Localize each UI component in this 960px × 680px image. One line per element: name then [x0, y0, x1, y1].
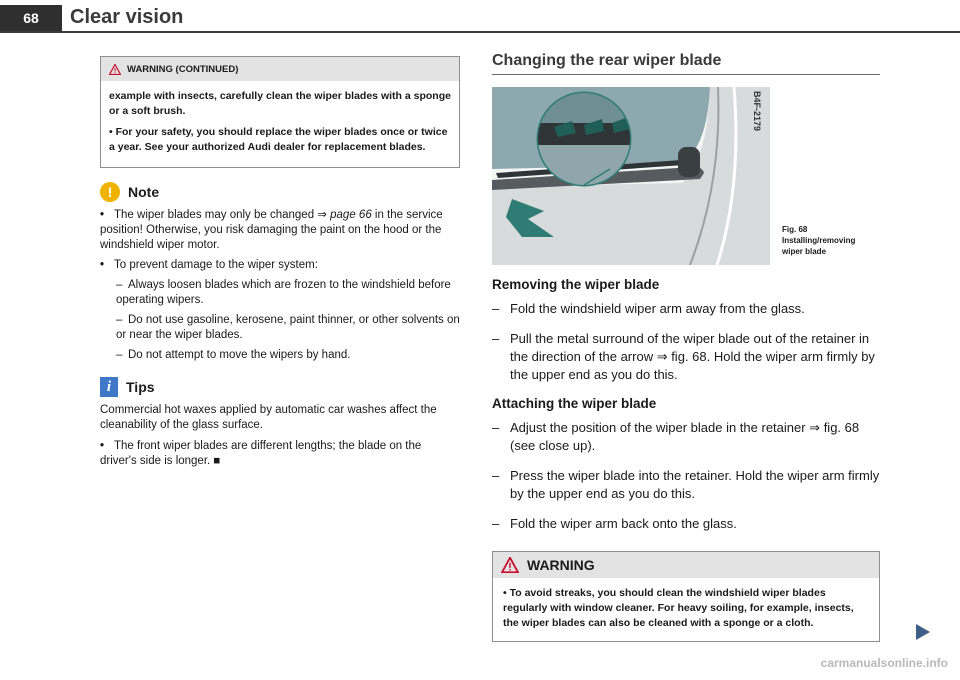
dash-glyph: – — [492, 331, 500, 346]
dash-glyph: – — [116, 314, 123, 326]
warning-triangle-icon — [109, 64, 121, 75]
attaching-step-2 — [492, 467, 880, 503]
bullet-glyph: • — [503, 587, 507, 599]
warning-continued-header — [101, 57, 459, 81]
page-number: 68 — [0, 5, 62, 31]
dash-glyph: – — [116, 279, 123, 291]
note-exclamation-icon: ! — [100, 182, 120, 202]
note-bullet-2-text: To prevent damage to the wiper system: — [114, 259, 318, 271]
warning-box — [492, 551, 880, 642]
warning-continued-text: example with insects, carefully clean the wiper blades with a sponge or a soft brush. — [109, 90, 451, 117]
wiper-blade-illustration — [492, 87, 770, 265]
warning-replace-sentence: For your safety, you should replace the wiper blades once or twice a year. See your authorized Audi dealer for replacement blades. — [109, 126, 448, 153]
note-sub-item-2-text: Do not use gasoline, kerosene, paint thinner, or other solvents on or near the wiper blades. — [116, 314, 460, 341]
right-column — [492, 52, 880, 642]
dash-glyph: – — [492, 420, 500, 435]
removing-step-2-text: Pull the metal surround of the wiper blade out of the retainer in the direction of the arrow ⇒ fig. 68. Hold the wiper arm firmly by the upper end as you do this. — [510, 331, 875, 382]
continue-arrow-icon — [916, 624, 930, 640]
warning-triangle-icon — [501, 557, 519, 573]
warning-header — [493, 552, 879, 578]
warning-text: To avoid streaks, you should clean the windshield wiper blades regularly with window cleaner. For heavy soiling, for example, insects, the wiper blades can also be cleaned with a sponge or a cloth. — [503, 587, 854, 629]
attaching-step-1-text: Adjust the position of the wiper blade in the retainer ⇒ fig. 68 (see close up). — [510, 420, 860, 453]
warning-replace-text — [109, 125, 451, 155]
note-sub-item-1-text: Always loosen blades which are frozen to the windshield before operating wipers. — [116, 279, 451, 306]
note-title: Note — [128, 183, 160, 200]
attaching-step-2-text: Press the wiper blade into the retainer. Hold the wiper arm firmly by the upper end as you do this. — [510, 468, 880, 501]
removing-step-1 — [492, 300, 880, 318]
watermark: carmanualsonline.info — [820, 656, 948, 670]
dash-glyph: – — [492, 301, 500, 316]
header-rule — [0, 31, 960, 33]
note-sub-item-3 — [116, 348, 460, 363]
tips-title: Tips — [126, 378, 155, 395]
attaching-heading: Attaching the wiper blade — [492, 396, 657, 411]
tips-paragraph: Commercial hot waxes applied by automatic car washes affect the cleanability of the glass surface. — [100, 404, 437, 431]
note-sub-item-2 — [116, 313, 460, 343]
figure-row — [492, 87, 880, 265]
left-column — [100, 56, 460, 474]
bullet-glyph: • — [100, 209, 105, 221]
warning-continued-body — [101, 81, 459, 167]
dash-glyph: – — [492, 468, 500, 483]
note-bullet-2 — [100, 258, 460, 273]
tips-bullet-text: The front wiper blades are different lengths; the blade on the driver's side is longer. — [100, 440, 422, 467]
figure-code: B4F-2179 — [752, 91, 762, 132]
end-of-section-mark: ■ — [213, 455, 221, 467]
attaching-step-3-text: Fold the wiper arm back onto the glass. — [510, 516, 737, 531]
attaching-step-3 — [492, 515, 880, 533]
tips-heading — [100, 377, 460, 397]
tips-info-icon: i — [100, 377, 118, 397]
section-title: Clear vision — [70, 6, 184, 28]
note-heading — [100, 182, 460, 202]
removing-step-1-text: Fold the windshield wiper arm away from the glass. — [510, 301, 805, 316]
attaching-step-1 — [492, 419, 880, 455]
dash-glyph: – — [492, 516, 500, 531]
warning-title: WARNING — [527, 557, 595, 573]
warning-continued-label: WARNING (CONTINUED) — [127, 63, 239, 75]
bullet-glyph: • — [100, 259, 105, 271]
section-heading-rule — [492, 74, 880, 75]
arrow-glyph: ⇒ — [317, 209, 327, 221]
bullet-glyph: • — [100, 440, 105, 452]
bullet-glyph: • — [109, 126, 113, 138]
warning-body — [493, 578, 879, 641]
note-bullet-1 — [100, 208, 460, 253]
removing-step-2 — [492, 330, 880, 384]
note-bullet-1-text-end: in the service position! Otherwise, you risk damaging the paint on the hood or the windshield wiper motor. — [100, 209, 443, 251]
section-heading: Changing the rear wiper blade — [492, 52, 722, 69]
tips-bullet — [100, 439, 460, 469]
page-reference-link[interactable]: page 66 — [330, 209, 372, 221]
note-sub-item-1 — [116, 278, 460, 308]
removing-heading: Removing the wiper blade — [492, 277, 660, 292]
warning-continued-box — [100, 56, 460, 168]
dash-glyph: – — [116, 349, 123, 361]
note-sub-item-3-text: Do not attempt to move the wipers by hand. — [128, 349, 351, 361]
figure-caption: Fig. 68 Installing/removing wiper blade — [782, 225, 856, 256]
note-bullet-1-text: The wiper blades may only be changed — [114, 209, 318, 221]
